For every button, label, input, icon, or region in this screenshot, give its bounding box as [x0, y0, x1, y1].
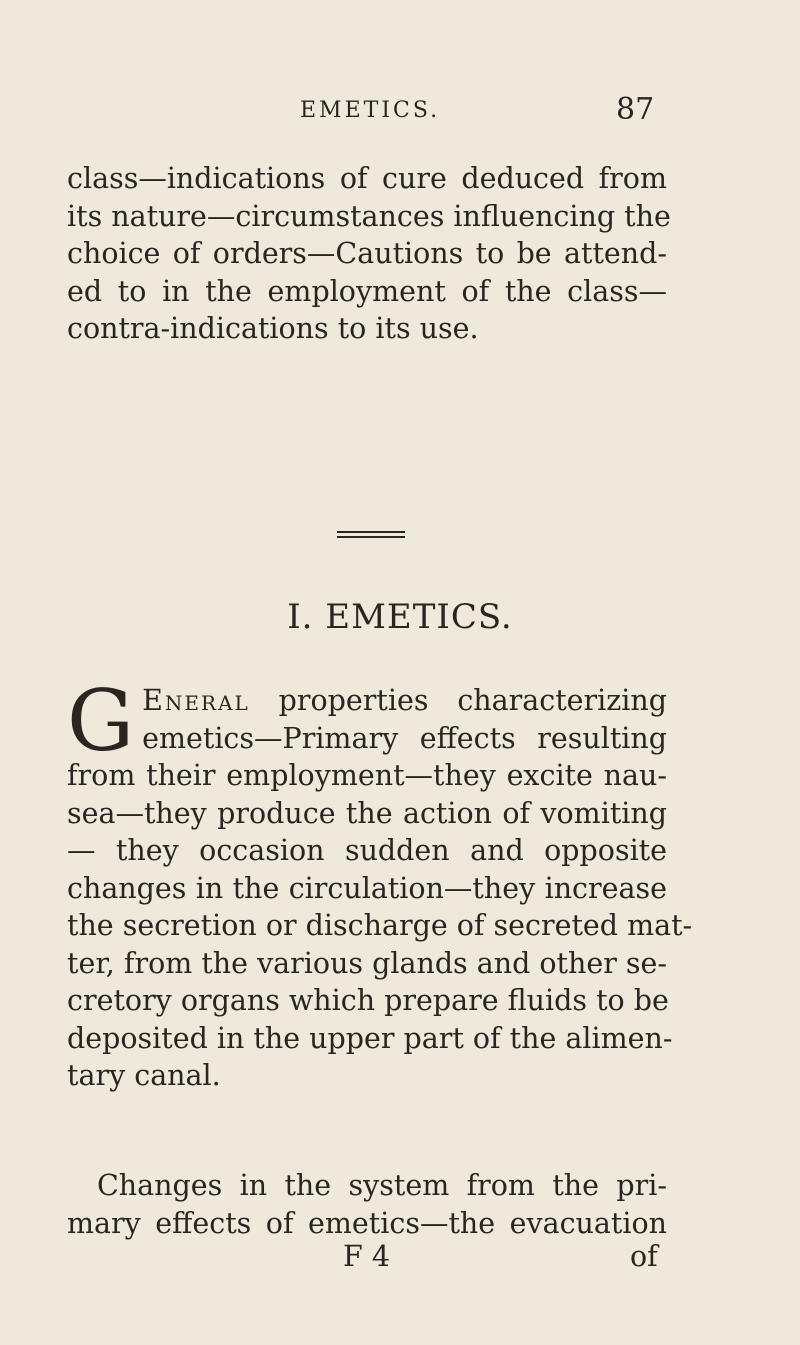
text-line: tary canal. [67, 1059, 221, 1092]
text-line: deposited in the upper part of the alimen- [67, 1021, 673, 1055]
text-line: class—indications of cure deduced from [67, 162, 667, 195]
text-line: from their employment—they excite nau- [67, 759, 667, 792]
text-line: sea—they produce the action of vomiting [67, 796, 667, 830]
text-line: mary effects of emetics—the evacuation [67, 1206, 667, 1240]
chapter-contents-summary [67, 160, 671, 348]
signature-mark: F 4 [343, 1240, 390, 1273]
text-line: changes in the circulation—they increase [67, 871, 667, 905]
text-line: contra-indications to its use. [67, 312, 479, 345]
text-line: — they occasion sudden and opposite [67, 834, 667, 867]
page-number: 87 [616, 92, 655, 127]
page-footer [0, 1240, 800, 1280]
running-head-title: EMETICS. [300, 98, 441, 123]
text-line: ed to in the employment of the class— [67, 274, 667, 308]
text-line: Changes in the system from the pri- [97, 1169, 667, 1202]
running-head [0, 92, 800, 138]
text-line: its nature—circumstances influencing the [67, 199, 671, 233]
text-line: cretory organs which prepare fluids to be [67, 984, 669, 1017]
text-line: ter, from the various glands and other se- [67, 946, 668, 980]
first-word-smallcaps: Eneral [142, 684, 250, 717]
text-fragment: properties characterizing [278, 684, 667, 717]
text-line: the secretion or discharge of secreted mat- [67, 909, 693, 942]
section-divider-rule [337, 531, 405, 539]
text-line: emetics—Primary effects resulting [142, 721, 667, 755]
section-heading: I. EMETICS. [287, 597, 513, 637]
paragraph-changes-in-system [67, 1167, 667, 1242]
text-line: choice of orders—Cautions to be attend- [67, 237, 667, 270]
drop-cap: G [67, 672, 135, 770]
catchword: of [630, 1240, 658, 1273]
text-line [67, 682, 667, 720]
paragraph-general-properties [67, 672, 693, 1095]
